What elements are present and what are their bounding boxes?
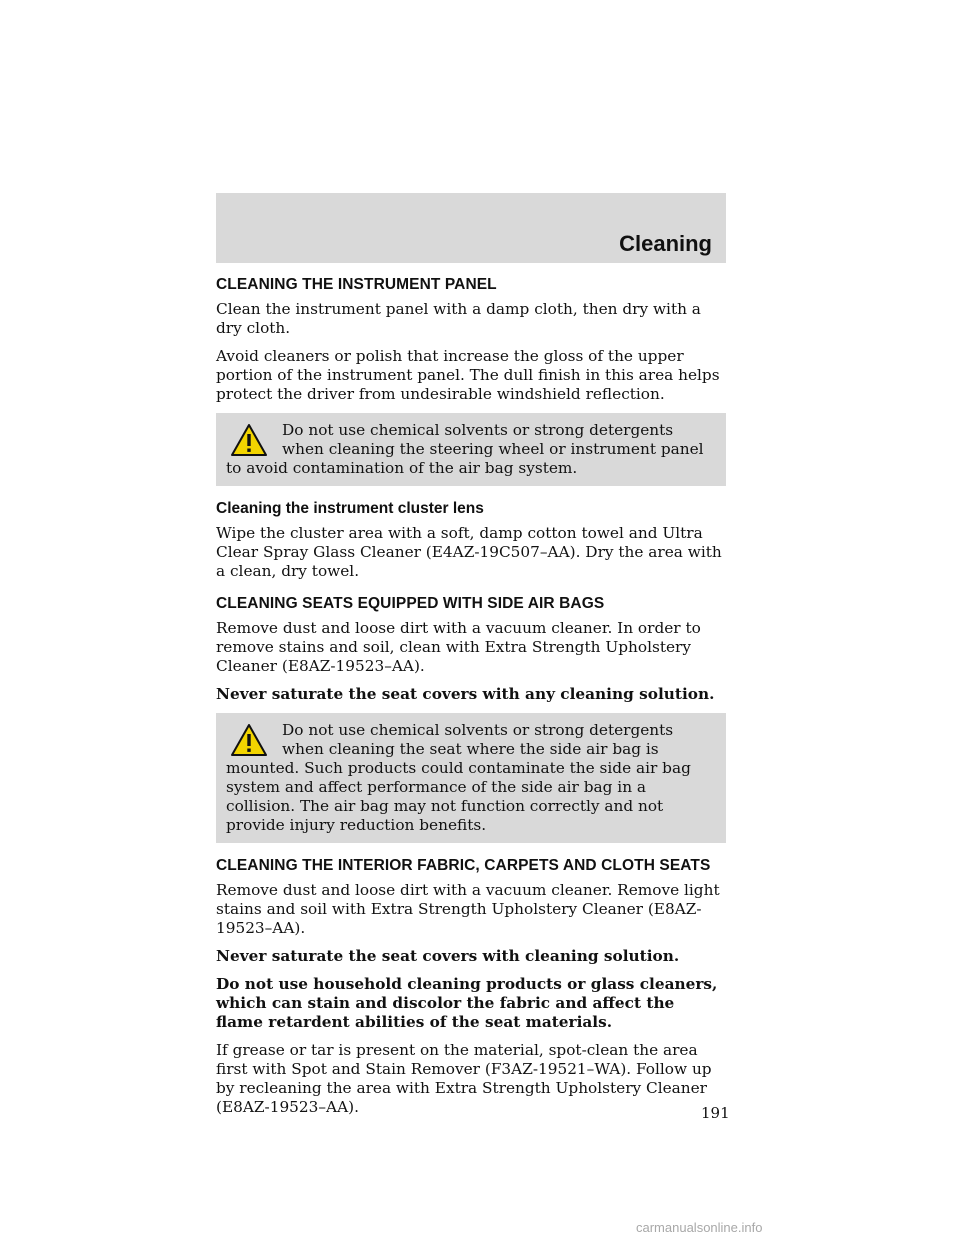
section-heading-cluster-lens: Cleaning the instrument cluster lens xyxy=(216,500,484,517)
paragraph: If grease or tar is present on the material, spot-clean the area first with Spot and Stain Remover (F3AZ-19521–WA). Follow up by recleaning the area with Extra Strength Upholstery Cleaner (E8AZ-19523–AA). xyxy=(216,1041,712,1116)
page-content xyxy=(216,276,726,1126)
paragraph-bold: Do not use household cleaning products or glass cleaners, which can stain and discolor the fabric and affect the flame retardent abilities of the seat materials. xyxy=(216,975,718,1031)
warning-text: Do not use chemical solvents or strong detergents when cleaning the seat where the side air bag is mounted. Such products could contaminate the side air bag system and affect performance of the side air bag in a collision. The air bag may not function correctly and not provide injury reduction benefits. xyxy=(226,721,691,834)
chapter-header xyxy=(216,193,726,263)
section-heading-seats-airbags: CLEANING SEATS EQUIPPED WITH SIDE AIR BAGS xyxy=(216,595,605,612)
warning-triangle-icon xyxy=(230,723,268,757)
warning-triangle-icon xyxy=(230,423,268,457)
watermark: carmanualsonline.info xyxy=(636,1220,763,1235)
paragraph: Remove dust and loose dirt with a vacuum cleaner. Remove light stains and soil with Extra Strength Upholstery Cleaner (E8AZ-19523–AA). xyxy=(216,881,720,937)
paragraph: Clean the instrument panel with a damp cloth, then dry with a dry cloth. xyxy=(216,300,701,337)
chapter-title: Cleaning xyxy=(619,231,712,256)
paragraph-bold: Never saturate the seat covers with cleaning solution. xyxy=(216,947,680,965)
paragraph: Remove dust and loose dirt with a vacuum cleaner. In order to remove stains and soil, clean with Extra Strength Upholstery Cleaner (E8AZ-19523–AA). xyxy=(216,619,701,675)
warning-text: Do not use chemical solvents or strong detergents when cleaning the steering wheel or instrument panel to avoid contamination of the air bag system. xyxy=(226,421,704,477)
page-number: 191 xyxy=(701,1104,730,1122)
warning-box xyxy=(216,713,726,843)
section-heading-instrument-panel: CLEANING THE INSTRUMENT PANEL xyxy=(216,276,497,293)
paragraph: Wipe the cluster area with a soft, damp cotton towel and Ultra Clear Spray Glass Cleaner (E4AZ-19C507–AA). Dry the area with a clean, dry towel. xyxy=(216,524,722,580)
warning-box xyxy=(216,413,726,486)
paragraph-bold: Never saturate the seat covers with any cleaning solution. xyxy=(216,685,715,703)
section-heading-interior-fabric: CLEANING THE INTERIOR FABRIC, CARPETS AND CLOTH SEATS xyxy=(216,857,711,874)
paragraph: Avoid cleaners or polish that increase the gloss of the upper portion of the instrument panel. The dull finish in this area helps protect the driver from undesirable windshield reflection. xyxy=(216,347,720,403)
